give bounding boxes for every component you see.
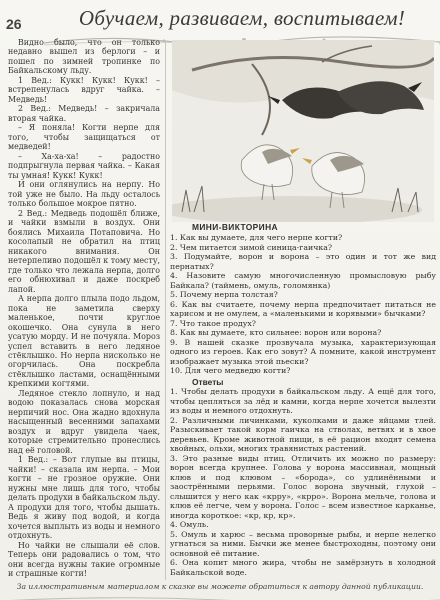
story-paragraph: 2 Вед.: Медведь! – закричала вторая чайка. bbox=[8, 104, 160, 123]
quiz-question: 10. Для чего медведю когти? bbox=[170, 366, 291, 376]
answer-item: 1. Чтобы делать продухи в байкальском льду. А ещё для того, чтобы цепляться за лёд и камни, когда нерпе хочется вылезти из воды и немного отдохнуть. bbox=[170, 387, 436, 415]
quiz-question: 8. Как вы думаете, кто сильнее: ворон или ворона? bbox=[170, 328, 382, 338]
quiz-title: МИНИ-ВИКТОРИНА bbox=[192, 222, 278, 232]
quiz-column bbox=[170, 222, 436, 578]
answer-item: 6. Она копит много жира, чтобы не замёрзнуть в холодной Байкальской воде. bbox=[170, 558, 436, 577]
quiz-question: 1. Как вы думаете, для чего нерпе когти? bbox=[170, 233, 343, 243]
quiz-question: 2. Чем питается зимой синица-гаичка? bbox=[170, 242, 333, 252]
quiz-questions bbox=[170, 233, 436, 376]
page-title: Обучаем, развиваем, воспитываем! bbox=[78, 6, 406, 30]
answer-item: 3. Это разные виды птиц. Отличить их можно по размеру: ворон всегда крупнее. Голова у ворона массивная, мощный клюв и под клювом – «борода», со удлинёнными и заострёнными перьями. Голос ворона звучный, глухой – слышится у него как «крру», «крро». Ворона мельче, голова и клюв её легче, чем у ворона. Голос – всем известное карканье, иногда короткое: «кр, кр, кр». bbox=[170, 453, 436, 520]
story-paragraph: Ледяное стекло лопнуло, и над водою показалась снова морская нерпичий нос. Она жадно вдохнула насыщенный весенними запахами воздух и вдруг увидела чаек, которые стремительно пронеслись над её головой. bbox=[8, 388, 160, 455]
quiz-question: 3. Подумайте, ворон и ворона – это один и тот же вид пернатых? bbox=[170, 252, 436, 271]
answer-item: 5. Омуль и харюс – весьма проворные рыбы, и нерпе нелегко угнаться за ними. Бычки же менее быстроходны, поэтому они основной её питание. bbox=[170, 529, 436, 558]
page-number: 26 bbox=[6, 16, 22, 32]
story-paragraph: 1 Вед.: Кукк! Кукк! Кукк! – встрепенулась вдруг чайка. – Медведь! bbox=[8, 75, 160, 104]
column-divider bbox=[165, 40, 166, 580]
story-column bbox=[8, 38, 160, 578]
story-paragraph: Но чайки не слышали её слов. Теперь они радовались о том, что они всегда нужны такие огромные и страшные когти! bbox=[8, 540, 160, 578]
answer-item: 2. Различными личинками, куколками и даже яйцами тлей. Разыскивает такой корм гаичка на стволах, ветвях и в хвое деревьев. Кроме животной пищи, в её рацион входят семена хвойных, ольхи, многих травянистых растений. bbox=[170, 415, 436, 453]
answers-list bbox=[170, 387, 436, 578]
answer-item bbox=[170, 577, 436, 578]
quiz-question: 4. Назовите самую многочисленную промысловую рыбу Байкала? (таймень, омуль, голомянка) bbox=[170, 271, 436, 290]
story-paragraph: А нерпа долго плыла подо льдом, пока не заметила сверху маленькое, почти круглое окошечко. Она сунула в него усатую морду. И не почуяла. Мороз успел вставить в него ледяное стёклышко. Но нерпа нисколько не огорчилась. Она поскребла стёклышко ластами, оснащёнными крепкими когтями. bbox=[8, 294, 160, 389]
story-paragraph: Видно было, что он только недавно вышел из берлоги – и пошел по зимней тропинке по Байкальскому льду. bbox=[8, 38, 160, 76]
birds-illustration bbox=[172, 40, 434, 222]
story-paragraph: И они оглянулись на нерпу. Но той уже не было. На льду осталось только большое мокрое пятно. bbox=[8, 180, 160, 209]
story-paragraph: – Я поняла! Когти нерпе для того, чтобы защищаться от медведей! bbox=[8, 123, 160, 152]
answer-item: 4. Омуль. bbox=[170, 520, 209, 529]
page-header bbox=[0, 6, 440, 42]
story-paragraph: – Ха-ха-ха! – радостно подпрыгнула первая чайка. – Какая ты умная! Кукк! Кукк! bbox=[8, 151, 160, 180]
story-paragraph: 2 Вед.: Медведь подошёл ближе, и чайки взмыли в воздух. Они боялись Михаила Потаповича. Но косолапый не обратил на птиц никакого внимания. Он нетерпеливо подошёл к тому месту, где только что лежала нерпа, долго его обнюхивал и даже поскреб лапой. bbox=[8, 208, 160, 294]
story-paragraph: 1 Вед.: – Вот глупые вы птицы, чайки! – сказала им нерпа. – Мои когти – не грозное оружие. Они нужны мне лишь для того, чтобы делать продухи в байкальском льду. А продухи для того, чтобы дышать. Ведь я живу под водой, и когда хочется выплыть из воды и немного отдохнуть. bbox=[8, 455, 160, 541]
quiz-question: 9. В нашей сказке прозвучала музыка, характеризующая одного из героев. Как его зовут? А помните, какой инструмент изображает музыка этой пьески? bbox=[170, 337, 436, 366]
answers-title: Ответы bbox=[192, 376, 224, 387]
quiz-question: 7. Что такое продух? bbox=[170, 318, 256, 328]
quiz-question: 6. Как вы считаете, почему нерпа предпочитает питаться не харисом и не омулем, а «маленькими и корявыми» бычками? bbox=[170, 299, 436, 319]
footer-note: За иллюстративным материалом к сказке вы можете обратиться к автору данной публикации. bbox=[16, 582, 424, 591]
footer-ornament bbox=[0, 590, 440, 600]
quiz-question: 5. Почему нерпа толстая? bbox=[170, 290, 278, 300]
